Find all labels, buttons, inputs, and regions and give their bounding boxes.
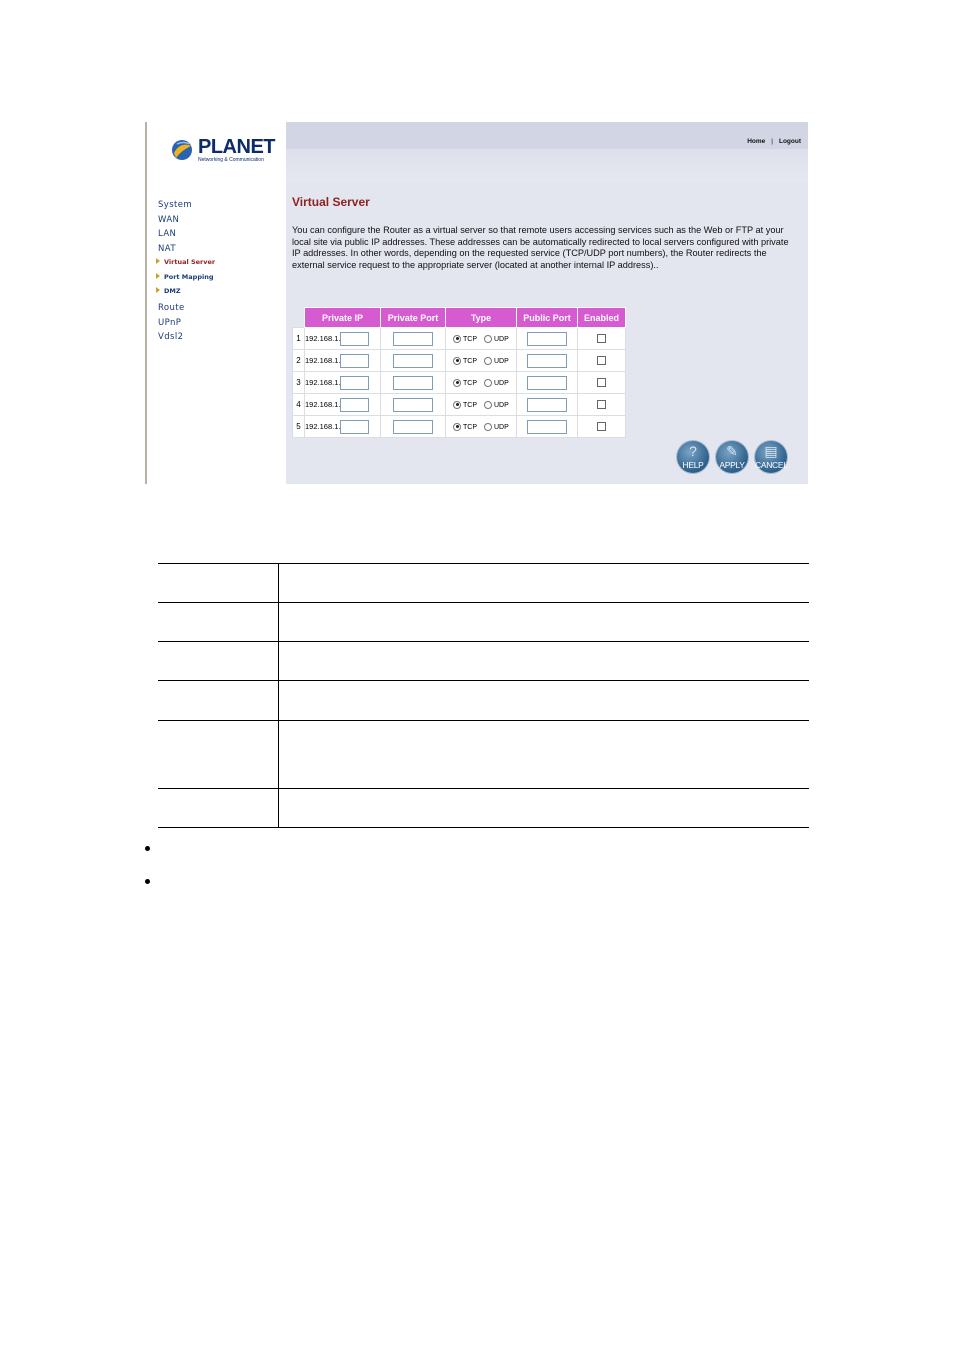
doc-table-cell (279, 681, 810, 721)
udp-label: UDP (494, 357, 509, 365)
doc-table-cell (158, 564, 279, 603)
private-port-input[interactable] (393, 354, 433, 368)
table-row (293, 394, 626, 416)
private-ip-cell (305, 372, 381, 394)
doc-table-cell (279, 564, 810, 603)
private-port-input[interactable] (393, 398, 433, 412)
public-port-input[interactable] (527, 420, 567, 434)
doc-table-row (158, 642, 809, 681)
public-port-input[interactable] (527, 398, 567, 412)
public-port-cell (517, 328, 578, 350)
triangle-bullet-icon (156, 273, 160, 279)
page-title: Virtual Server (292, 195, 370, 209)
private-port-cell (381, 372, 446, 394)
udp-radio[interactable] (484, 401, 492, 409)
doc-table-cell (158, 603, 279, 642)
main-panel (286, 122, 808, 484)
top-links (747, 138, 801, 145)
udp-radio[interactable] (484, 357, 492, 365)
doc-table-cell (158, 789, 279, 828)
udp-label: UDP (494, 335, 509, 343)
udp-label: UDP (494, 379, 509, 387)
sidebar-subitem-label: Virtual Server (164, 258, 216, 266)
type-cell (446, 372, 517, 394)
private-ip-last-octet-input[interactable] (340, 354, 369, 368)
enabled-checkbox[interactable] (597, 422, 606, 431)
triangle-bullet-icon (156, 258, 160, 264)
doc-table-row (158, 721, 809, 789)
doc-table-cell (158, 681, 279, 721)
bullet-point (145, 846, 150, 851)
row-number: 1 (293, 328, 305, 350)
private-port-input[interactable] (393, 332, 433, 346)
table-header-row (293, 308, 626, 328)
doc-table-cell (279, 789, 810, 828)
doc-table-cell (279, 642, 810, 681)
public-port-cell (517, 394, 578, 416)
udp-label: UDP (494, 401, 509, 409)
apply-button-label: APPLY (719, 460, 745, 470)
help-button[interactable] (677, 441, 709, 473)
type-cell (446, 328, 517, 350)
enabled-checkbox[interactable] (597, 378, 606, 387)
sidebar-item-system[interactable]: System (158, 200, 193, 210)
trash-icon: ▤ (764, 443, 778, 459)
public-port-cell (517, 416, 578, 438)
sidebar-item-nat[interactable]: NAT (158, 244, 176, 254)
doc-table-cell (158, 642, 279, 681)
sidebar-item-route[interactable]: Route (158, 303, 185, 313)
cancel-button[interactable] (755, 441, 787, 473)
column-header-type: Type (446, 308, 517, 328)
triangle-bullet-icon (156, 287, 160, 293)
type-cell (446, 416, 517, 438)
doc-table-row (158, 564, 809, 603)
tcp-radio[interactable] (453, 379, 461, 387)
type-cell (446, 394, 517, 416)
apply-icon: ✎ (726, 443, 738, 459)
tcp-label: TCP (463, 379, 477, 387)
private-port-cell (381, 350, 446, 372)
type-cell (446, 350, 517, 372)
public-port-input[interactable] (527, 332, 567, 346)
doc-table-row (158, 603, 809, 642)
private-ip-last-octet-input[interactable] (340, 376, 369, 390)
enabled-cell (578, 394, 626, 416)
udp-radio[interactable] (484, 423, 492, 431)
private-ip-last-octet-input[interactable] (340, 420, 369, 434)
enabled-checkbox[interactable] (597, 356, 606, 365)
tcp-label: TCP (463, 357, 477, 365)
link-separator: | (771, 138, 773, 145)
logout-link[interactable]: Logout (778, 138, 801, 145)
router-ui-screenshot (145, 122, 808, 484)
enabled-checkbox[interactable] (597, 400, 606, 409)
help-button-label: HELP (682, 460, 704, 470)
udp-label: UDP (494, 423, 509, 431)
doc-table-cell (279, 603, 810, 642)
tcp-radio[interactable] (453, 401, 461, 409)
private-ip-last-octet-input[interactable] (340, 332, 369, 346)
doc-table-cell (158, 721, 279, 789)
top-bar (286, 122, 808, 149)
row-number: 4 (293, 394, 305, 416)
ip-prefix: 192.168.1. (305, 355, 341, 365)
header-spacer (293, 308, 305, 328)
private-ip-cell (305, 394, 381, 416)
row-number: 3 (293, 372, 305, 394)
private-port-input[interactable] (393, 376, 433, 390)
public-port-cell (517, 350, 578, 372)
planet-logo (171, 136, 275, 166)
sidebar-subitem-virtual-server[interactable] (156, 258, 215, 266)
sidebar (145, 122, 286, 484)
private-ip-cell (305, 416, 381, 438)
private-port-cell (381, 328, 446, 350)
sidebar-subitem-label: DMZ (164, 287, 181, 295)
public-port-cell (517, 372, 578, 394)
table-row (293, 328, 626, 350)
document-table (158, 563, 809, 828)
tcp-label: TCP (463, 401, 477, 409)
tcp-radio[interactable] (453, 335, 461, 343)
column-header-enabled: Enabled (578, 308, 626, 328)
logo-wordmark: PLANET (198, 136, 275, 158)
table-row (293, 416, 626, 438)
enabled-cell (578, 328, 626, 350)
sidebar-subitem-dmz[interactable] (156, 287, 181, 295)
public-port-input[interactable] (527, 354, 567, 368)
tcp-label: TCP (463, 335, 477, 343)
sidebar-item-lan[interactable]: LAN (158, 229, 177, 239)
globe-logo-icon (171, 139, 193, 161)
private-port-input[interactable] (393, 420, 433, 434)
sidebar-subitem-port-mapping[interactable] (156, 273, 213, 281)
udp-radio[interactable] (484, 379, 492, 387)
ip-prefix: 192.168.1. (305, 333, 341, 343)
doc-table-row (158, 681, 809, 721)
private-ip-cell (305, 328, 381, 350)
column-header-private-ip: Private IP (305, 308, 381, 328)
udp-radio[interactable] (484, 335, 492, 343)
column-header-private-port: Private Port (381, 308, 446, 328)
virtual-server-table (292, 307, 626, 438)
row-number: 2 (293, 350, 305, 372)
private-port-cell (381, 416, 446, 438)
ip-prefix: 192.168.1. (305, 399, 341, 409)
enabled-checkbox[interactable] (597, 334, 606, 343)
cancel-button-label: CANCEL (755, 460, 788, 470)
enabled-cell (578, 372, 626, 394)
ip-prefix: 192.168.1. (305, 377, 341, 387)
tcp-label: TCP (463, 423, 477, 431)
home-link[interactable]: Home (747, 138, 766, 145)
bullet-point (145, 879, 150, 884)
row-number: 5 (293, 416, 305, 438)
doc-table-cell (279, 721, 810, 789)
public-port-input[interactable] (527, 376, 567, 390)
doc-table-row (158, 789, 809, 828)
enabled-cell (578, 416, 626, 438)
page-description: You can configure the Router as a virtual server so that remote users accessing services such as the Web or FTP at your local site via public IP addresses. These addresses can be automatically redirected to local servers configured with private IP addresses. In other words, depending on the requested service (TCP/UDP port numbers), the Router redirects the external service request to the appropriate server (located at another internal IP address).. (292, 225, 789, 270)
tcp-radio[interactable] (453, 423, 461, 431)
sidebar-item-vdsl2[interactable]: Vdsl2 (158, 332, 184, 342)
tcp-radio[interactable] (453, 357, 461, 365)
logo-tagline: Networking & Communication (198, 157, 264, 163)
sidebar-item-wan[interactable]: WAN (158, 215, 180, 225)
apply-button[interactable] (716, 441, 748, 473)
sidebar-subitem-label: Port Mapping (164, 273, 214, 281)
table-row (293, 372, 626, 394)
ip-prefix: 192.168.1. (305, 421, 341, 431)
private-ip-last-octet-input[interactable] (340, 398, 369, 412)
question-mark-icon: ? (689, 443, 697, 459)
column-header-public-port: Public Port (517, 308, 578, 328)
private-ip-cell (305, 350, 381, 372)
enabled-cell (578, 350, 626, 372)
table-row (293, 350, 626, 372)
private-port-cell (381, 394, 446, 416)
sidebar-item-upnp[interactable]: UPnP (158, 318, 182, 328)
header-gradient (286, 149, 808, 182)
